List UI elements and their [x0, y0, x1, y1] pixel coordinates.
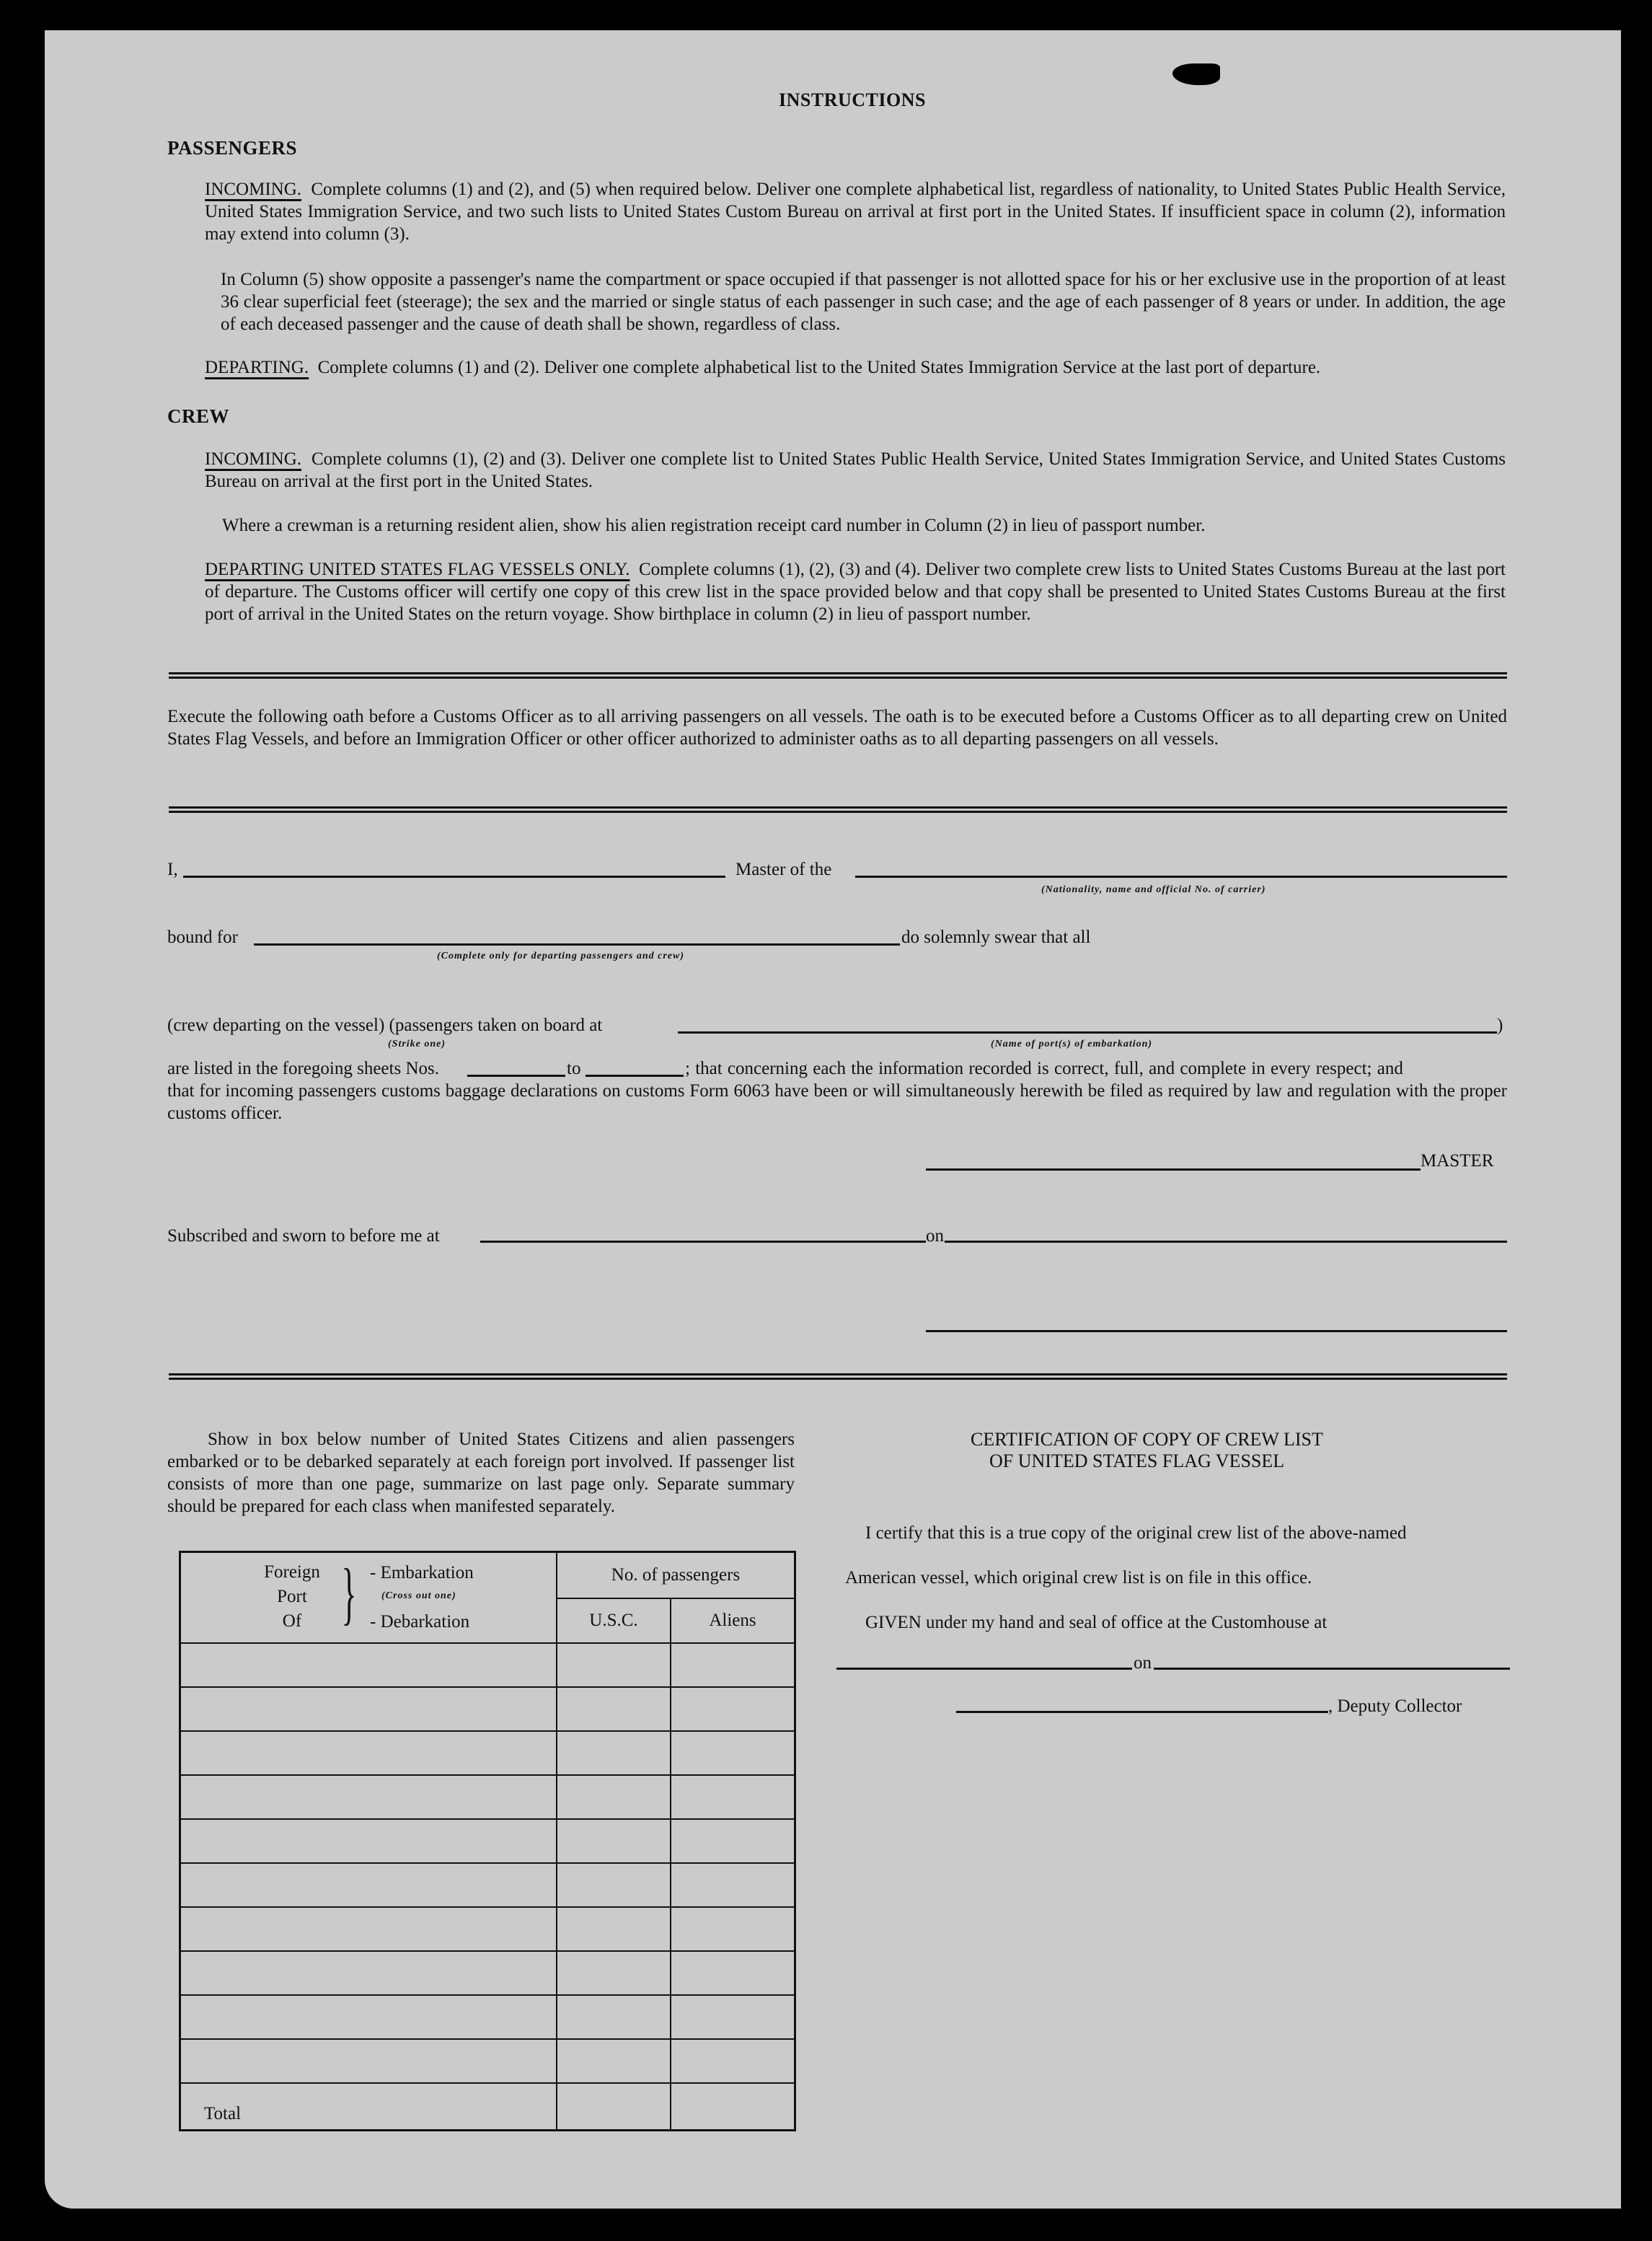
aliens-cell[interactable] — [671, 1687, 795, 1731]
port-header-cell — [180, 1552, 557, 1643]
total-usc-cell[interactable] — [557, 2083, 671, 2131]
section-title-passengers: PASSENGERS — [167, 137, 298, 159]
sheets-label: are listed in the foregoing sheets Nos. — [167, 1059, 439, 1078]
crew-incoming-text: Complete columns (1), (2) and (3). Deliver one complete list to United States Public Health Service, United States Immigration Service, and United States Customs Bureau on arrival at the first port in the United States. — [205, 449, 1506, 491]
crew-departing-label: DEPARTING UNITED STATES FLAG VESSELS ONLY. — [205, 560, 630, 579]
port-header-line: Of — [282, 1611, 302, 1631]
table-row — [180, 1907, 795, 1951]
usc-cell[interactable] — [557, 1731, 671, 1775]
table-row — [180, 2039, 795, 2083]
sheet-to-field[interactable] — [586, 1075, 684, 1077]
sheets-rest-text: ; that concerning each the information recorded is correct, full, and complete in every respect; and — [685, 1059, 1403, 1078]
usc-cell[interactable] — [557, 1907, 671, 1951]
port-header-line: Foreign — [264, 1562, 320, 1582]
total-aliens-cell[interactable] — [671, 2083, 795, 2131]
subscribed-label: Subscribed and sworn to before me at — [167, 1226, 440, 1246]
table-row — [180, 1775, 795, 1819]
carrier-caption: (Nationality, name and official No. of carrier) — [1041, 884, 1266, 895]
deputy-signature-field[interactable] — [956, 1711, 1328, 1713]
on-label: on — [926, 1226, 944, 1246]
usc-cell[interactable] — [557, 2039, 671, 2083]
swear-label: do solemnly swear that all — [901, 928, 1091, 947]
page-title: INSTRUCTIONS — [779, 89, 926, 110]
port-cell[interactable] — [180, 1863, 557, 1907]
port-cell[interactable] — [180, 1731, 557, 1775]
aliens-cell[interactable] — [671, 1951, 795, 1995]
sworn-place-field[interactable] — [480, 1241, 926, 1243]
usc-cell[interactable] — [557, 1775, 671, 1819]
sheet-from-field[interactable] — [467, 1075, 565, 1077]
master-signature-field[interactable] — [926, 1168, 1421, 1171]
oath-i-label: I, — [167, 860, 178, 879]
carrier-field[interactable] — [855, 876, 1507, 878]
port-cell[interactable] — [180, 1951, 557, 1995]
strike-one-caption: (Strike one) — [388, 1039, 446, 1049]
crew-departing-text: Complete columns (1), (2), (3) and (4). Deliver two complete crew lists to United States Customs Bureau at the last port of departure. The Customs officer will certify one copy of this crew list in the space provided below and that copy shall be presented to United States Customs Bureau at the first port of arrival in the United States on the return voyage. Show birthplace in column (2) in lieu of passport number. — [205, 560, 1506, 624]
embarkation-port-field[interactable] — [678, 1031, 1497, 1034]
certification-title-1: CERTIFICATION OF COPY OF CREW LIST — [971, 1429, 1323, 1450]
passenger-summary-table — [179, 1551, 796, 2131]
master-of-label: Master of the — [736, 860, 832, 879]
oath-intro-paragraph: Execute the following oath before a Customs Officer as to all arriving passengers on all vessels. The oath is to be executed before a Customs Officer as to all departing crew on United States Flag Vessels, and before an Immigration Officer or other officer authorized to administer oaths as to all departing passengers on all vessels. — [167, 707, 1507, 749]
passengers-departing-label: DEPARTING. — [205, 358, 309, 377]
passengers-departing-paragraph — [205, 356, 1507, 379]
given-text: GIVEN under my hand and seal of office at the Customhouse at — [865, 1613, 1328, 1632]
port-cell[interactable] — [180, 1687, 557, 1731]
aliens-cell[interactable] — [671, 2039, 795, 2083]
port-caption: (Name of port(s) of embarkation) — [991, 1039, 1153, 1049]
usc-cell[interactable] — [557, 1819, 671, 1863]
table-row — [180, 1731, 795, 1775]
embarkation-label: - Embarkation — [370, 1563, 474, 1582]
to-label: to — [567, 1059, 581, 1078]
double-rule-divider — [169, 672, 1507, 679]
master-label: MASTER — [1421, 1151, 1494, 1171]
table-row — [180, 1863, 795, 1907]
passengers-column5-paragraph: In Column (5) show opposite a passenger's name the compartment or space occupied if that passenger is not allotted space for his or her exclusive use in the proportion of at least 36 clear superficial feet (steerage); the sex and the married or single status of each passenger in such case; and the age of each passenger of 8 years or under. In addition, the age of each deceased passenger and the cause of death shall be shown, regardless of class. — [221, 270, 1506, 334]
usc-cell[interactable] — [557, 1863, 671, 1907]
bound-for-caption: (Complete only for departing passengers and crew) — [437, 951, 684, 961]
double-rule-divider — [169, 806, 1507, 813]
passengers-departing-text: Complete columns (1) and (2). Deliver one complete alphabetical list to the United States Immigration Service at the last port of departure. — [317, 358, 1321, 377]
debarkation-label: - Debarkation — [370, 1612, 470, 1632]
passengers-incoming-label: INCOMING. — [205, 180, 302, 199]
passengers-incoming-paragraph — [205, 178, 1506, 245]
crew-incoming-paragraph — [205, 448, 1506, 493]
aliens-header: Aliens — [671, 1598, 795, 1643]
usc-cell[interactable] — [557, 1643, 671, 1687]
aliens-cell[interactable] — [671, 1731, 795, 1775]
aliens-cell[interactable] — [671, 1995, 795, 2039]
port-cell[interactable] — [180, 2039, 557, 2083]
certification-title-2: OF UNITED STATES FLAG VESSEL — [989, 1450, 1285, 1471]
usc-cell[interactable] — [557, 1951, 671, 1995]
total-label: Total — [180, 2083, 557, 2131]
table-row — [180, 1819, 795, 1863]
bound-for-field[interactable] — [254, 943, 900, 946]
crew-resident-paragraph: Where a crewman is a returning resident alien, show his alien registration receipt card number in Column (2) in lieu of passport number. — [222, 516, 1206, 535]
master-name-field[interactable] — [183, 876, 725, 878]
passengers-header: No. of passengers — [557, 1552, 795, 1598]
port-header-line: Port — [277, 1587, 307, 1606]
port-cell[interactable] — [180, 1643, 557, 1687]
crew-passengers-label: (crew departing on the vessel) (passengers taken on board at — [167, 1016, 603, 1035]
port-cell[interactable] — [180, 1995, 557, 2039]
section-title-crew: CREW — [167, 405, 230, 427]
port-cell[interactable] — [180, 1775, 557, 1819]
cross-out-caption: (Cross out one) — [381, 1590, 456, 1601]
sheets-text-2: that for incoming passengers customs baggage declarations on customs Form 6063 have been or will simultaneously herewith be filed as required by law and regulation with the proper customs officer. — [167, 1081, 1507, 1123]
certify-text-2: American vessel, which original crew list is on file in this office. — [845, 1568, 1312, 1588]
deputy-collector-label: , Deputy Collector — [1328, 1696, 1462, 1716]
aliens-cell[interactable] — [671, 1775, 795, 1819]
usc-header: U.S.C. — [557, 1598, 671, 1643]
double-rule-divider — [169, 1373, 1507, 1380]
close-paren: ) — [1497, 1016, 1503, 1035]
aliens-cell[interactable] — [671, 1819, 795, 1863]
usc-cell[interactable] — [557, 1995, 671, 2039]
table-row — [180, 1687, 795, 1731]
table-row — [180, 1951, 795, 1995]
aliens-cell[interactable] — [671, 1907, 795, 1951]
aliens-cell[interactable] — [671, 1863, 795, 1907]
table-row — [180, 1643, 795, 1687]
passengers-incoming-text: Complete columns (1) and (2), and (5) when required below. Deliver one complete alphabetical list, regardless of nationality, to United States Public Health Service, United States Immigration Service, and two such lists to United States Custom Bureau on arrival at first port in the United States. If insufficient space in column (2), information may extend into column (3). — [205, 180, 1506, 244]
crew-departing-paragraph — [205, 558, 1506, 625]
crew-incoming-label: INCOMING. — [205, 449, 302, 469]
officer-signature-field[interactable] — [926, 1330, 1507, 1332]
brace-icon: } — [341, 1554, 357, 1632]
port-cell[interactable] — [180, 1907, 557, 1951]
table-row — [180, 1995, 795, 2039]
summary-intro-paragraph: Show in box below number of United States Citizens and alien passengers embarked or to be debarked separately at each foreign port involved. If passenger list consists of more than one page, summarize on last page only. Separate summary should be prepared for each class when manifested separately. — [167, 1430, 795, 1516]
sworn-date-field[interactable] — [945, 1241, 1507, 1243]
cert-date-field[interactable] — [1154, 1668, 1510, 1670]
usc-cell[interactable] — [557, 1687, 671, 1731]
port-cell[interactable] — [180, 1819, 557, 1863]
certify-text-1: I certify that this is a true copy of the original crew list of the above-named — [865, 1523, 1407, 1543]
aliens-cell[interactable] — [671, 1643, 795, 1687]
cert-on-label: on — [1134, 1653, 1152, 1673]
customhouse-field[interactable] — [836, 1668, 1132, 1670]
bound-for-label: bound for — [167, 928, 238, 947]
